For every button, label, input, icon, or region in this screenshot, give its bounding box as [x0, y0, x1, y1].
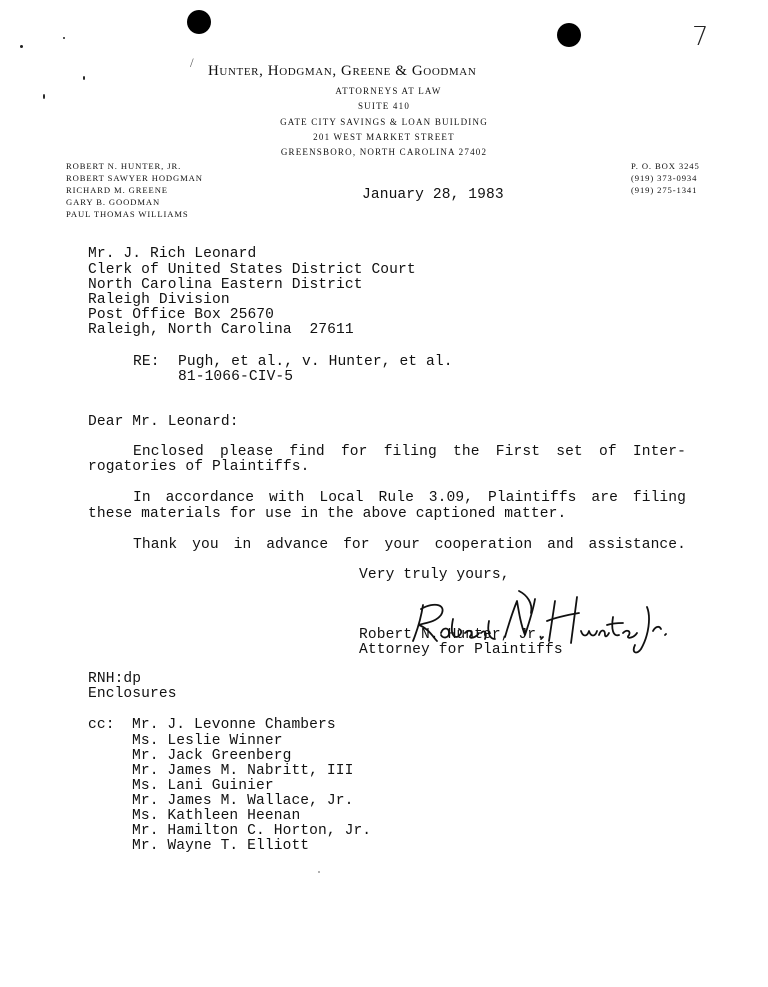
- re-label: RE:: [133, 354, 160, 370]
- typist-initials: RNH:dp: [88, 671, 142, 687]
- cc-recipient: Ms. Leslie Winner: [132, 733, 283, 749]
- enclosures-note: Enclosures: [88, 686, 177, 702]
- address-line: GATE CITY SAVINGS & LOAN BUILDING: [280, 117, 488, 127]
- paragraph-line: these materials for use in the above captioned matter.: [88, 506, 567, 522]
- cc-recipient: Mr. James M. Nabritt, III: [132, 763, 354, 779]
- firm-name: Hunter, Hodgman, Greene & Goodman: [208, 63, 477, 79]
- phone-number: (919) 373-0934: [631, 173, 698, 183]
- cc-recipient: Mr. J. Levonne Chambers: [132, 717, 336, 733]
- salutation: Dear Mr. Leonard:: [88, 414, 239, 430]
- partner-name: GARY B. GOODMAN: [66, 197, 161, 207]
- po-box: P. O. BOX 3245: [631, 161, 700, 171]
- page-number-mark: 7: [692, 22, 709, 52]
- scan-speck: [63, 37, 65, 39]
- signer-title: Attorney for Plaintiffs: [359, 642, 563, 658]
- cc-recipient: Ms. Kathleen Heenan: [132, 808, 301, 824]
- paragraph-line: Enclosed please find for filing the First set of Inter-: [133, 444, 686, 460]
- partner-name: PAUL THOMAS WILLIAMS: [66, 209, 189, 219]
- scan-speck: [318, 871, 320, 873]
- cc-recipient: Mr. Wayne T. Elliott: [132, 838, 310, 854]
- firm-subtitle: ATTORNEYS AT LAW: [335, 86, 442, 96]
- stray-mark: /: [190, 55, 194, 70]
- recipient-line: Mr. J. Rich Leonard: [88, 246, 257, 262]
- recipient-line: North Carolina Eastern District: [88, 277, 363, 293]
- cc-recipient: Mr. Jack Greenberg: [132, 748, 292, 764]
- paragraph-line: In accordance with Local Rule 3.09, Plaintiffs are filing: [133, 490, 686, 506]
- recipient-line: Clerk of United States District Court: [88, 262, 416, 278]
- closing: Very truly yours,: [359, 567, 510, 583]
- scan-speck: [20, 45, 23, 48]
- partner-name: ROBERT SAWYER HODGMAN: [66, 173, 203, 183]
- letter-date: January 28, 1983: [362, 187, 504, 203]
- partner-name: ROBERT N. HUNTER, JR.: [66, 161, 182, 171]
- phone-number: (919) 275-1341: [631, 185, 698, 195]
- recipient-line: Raleigh, North Carolina 27611: [88, 322, 354, 338]
- re-line: Pugh, et al., v. Hunter, et al.: [178, 354, 453, 370]
- partner-name: RICHARD M. GREENE: [66, 185, 168, 195]
- re-line: 81-1066-CIV-5: [178, 369, 294, 385]
- punch-hole-left: [187, 10, 211, 34]
- cc-recipient: Ms. Lani Guinier: [132, 778, 274, 794]
- cc-recipient: Mr. Hamilton C. Horton, Jr.: [132, 823, 372, 839]
- paragraph-line: Thank you in advance for your cooperation and assistance.: [133, 537, 686, 553]
- cc-recipient: Mr. James M. Wallace, Jr.: [132, 793, 354, 809]
- scan-speck: [83, 76, 85, 80]
- recipient-line: Raleigh Division: [88, 292, 230, 308]
- signer-name: Robert N. Hunter, Jr.: [359, 627, 546, 643]
- punch-hole-right: [557, 23, 581, 47]
- address-line: GREENSBORO, NORTH CAROLINA 27402: [280, 147, 488, 157]
- cc-label: cc:: [88, 717, 115, 733]
- address-line: 201 WEST MARKET STREET: [313, 132, 455, 142]
- address-line: SUITE 410: [357, 101, 411, 111]
- recipient-line: Post Office Box 25670: [88, 307, 275, 323]
- paragraph-line: rogatories of Plaintiffs.: [88, 459, 310, 475]
